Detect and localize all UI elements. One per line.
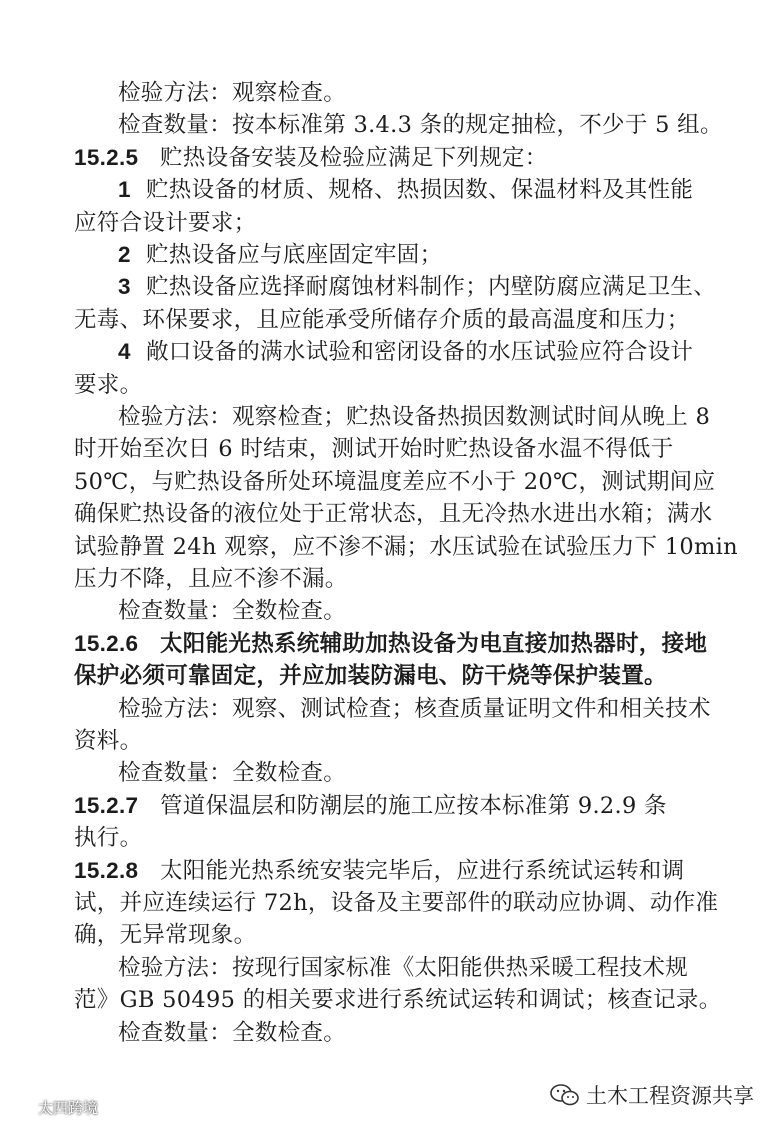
text-line <box>118 757 706 789</box>
watermark-right <box>550 1080 754 1110</box>
text-line <box>74 369 706 401</box>
text-line <box>118 109 723 141</box>
line-text: 检验方法：按现行国家标准《太阳能供热采暖工程技术规 <box>118 954 689 981</box>
text-line <box>118 401 711 433</box>
watermark-logo-icon <box>6 1099 34 1117</box>
line-text: 检查数量：全数检查。 <box>118 1019 347 1046</box>
line-text: 确，无异常现象。 <box>74 922 257 949</box>
line-text: 确保贮热设备的液位处于正常状态，且无冷热水进出水箱；满水 <box>74 501 713 528</box>
line-text: 时开始至次日 6 时结束，测试开始时贮热设备水温不得低于 <box>74 436 674 463</box>
clause-heading <box>74 855 706 887</box>
line-text: 应符合设计要求； <box>74 209 257 236</box>
watermark-right-text: 土木工程资源共享 <box>586 1084 754 1108</box>
watermark-left <box>6 1097 98 1118</box>
text-line <box>118 693 711 725</box>
list-item <box>118 271 717 303</box>
text-line <box>118 595 706 627</box>
watermark-left-text: 太四跨境 <box>38 1099 99 1117</box>
line-text: 试验静置 24h 观察，应不渗不漏；水压试验在试验压力下 10min <box>74 533 738 560</box>
line-text: 贮热设备应与底座固定牢固； <box>146 242 443 268</box>
text-line <box>118 77 706 109</box>
clause-number: 15.2.6 <box>74 630 139 656</box>
text-line <box>118 952 706 984</box>
line-text: 保护必须可靠固定，并应加装防漏电、防干烧等保护装置。 <box>74 663 667 690</box>
line-text: 检验方法：观察检查；贮热设备热损因数测试时间从晚上 8 <box>118 404 711 430</box>
text-line <box>74 498 713 530</box>
text-line <box>74 531 738 563</box>
line-text: 范》GB 50495 的相关要求进行系统试运转和调试；核查记录。 <box>74 987 722 1014</box>
text-line <box>74 822 706 854</box>
line-text: 试，并应连续运行 72h，设备及主要部件的联动应协调、动作准 <box>74 890 719 916</box>
item-number: 2 <box>118 242 131 267</box>
wechat-icon <box>550 1083 580 1107</box>
line-text: 执行。 <box>74 825 143 852</box>
line-text: 资料。 <box>74 728 143 754</box>
clause-heading <box>74 790 706 822</box>
text-line <box>74 466 716 498</box>
line-text: 无毒、环保要求，且应能承受所储存介质的最高温度和压力； <box>74 306 690 333</box>
line-text: 检验方法：观察检查。 <box>118 80 347 106</box>
line-text: 检查数量：全数检查。 <box>118 760 347 787</box>
clause-number: 15.2.8 <box>74 857 139 883</box>
text-line <box>74 725 706 757</box>
line-text: 压力不降，且应不渗不漏。 <box>74 566 348 592</box>
text-line <box>74 919 706 951</box>
text-line <box>74 207 706 239</box>
text-line <box>74 433 706 465</box>
line-text: 贮热设备应选择耐腐蚀材料制作；内壁防腐应满足卫生、 <box>146 274 717 301</box>
clause-number: 15.2.7 <box>74 792 139 818</box>
text-line <box>74 304 706 336</box>
line-text: 贮热设备的材质、规格、热损因数、保温材料及其性能 <box>146 177 694 204</box>
text-line <box>74 887 719 919</box>
line-text: 太阳能光热系统辅助加热设备为电直接加热器时，接地 <box>160 630 708 657</box>
line-text: 检验方法：观察、测试检查；核查质量证明文件和相关技术 <box>118 695 711 722</box>
text-line <box>74 660 706 692</box>
list-item <box>118 336 706 368</box>
line-text: 要求。 <box>74 371 143 398</box>
clause-number: 15.2.5 <box>74 144 139 170</box>
item-number: 3 <box>118 274 131 300</box>
text-line <box>74 984 722 1016</box>
line-text: 检查数量：按本标准第 3.4.3 条的规定抽检，不少于 5 组。 <box>118 112 723 139</box>
clause-heading <box>74 628 706 660</box>
clause-heading <box>74 142 706 174</box>
line-text: 检查数量：全数检查。 <box>118 598 347 625</box>
list-item <box>118 239 706 271</box>
line-text: 50℃，与贮热设备所处环境温度差应不小于 20℃，测试期间应 <box>74 468 716 495</box>
line-text: 敞口设备的满水试验和密闭设备的水压试验应符合设计 <box>146 339 694 366</box>
text-line <box>118 1017 706 1049</box>
line-text: 太阳能光热系统安装完毕后，应进行系统试运转和调 <box>160 857 685 884</box>
line-text: 管道保温层和防潮层的施工应按本标准第 9.2.9 条 <box>160 792 667 819</box>
item-number: 1 <box>118 177 131 203</box>
item-number: 4 <box>118 339 131 365</box>
text-line <box>74 563 706 595</box>
line-text: 贮热设备安装及检验应满足下列规定： <box>160 144 548 171</box>
list-item <box>118 174 706 206</box>
